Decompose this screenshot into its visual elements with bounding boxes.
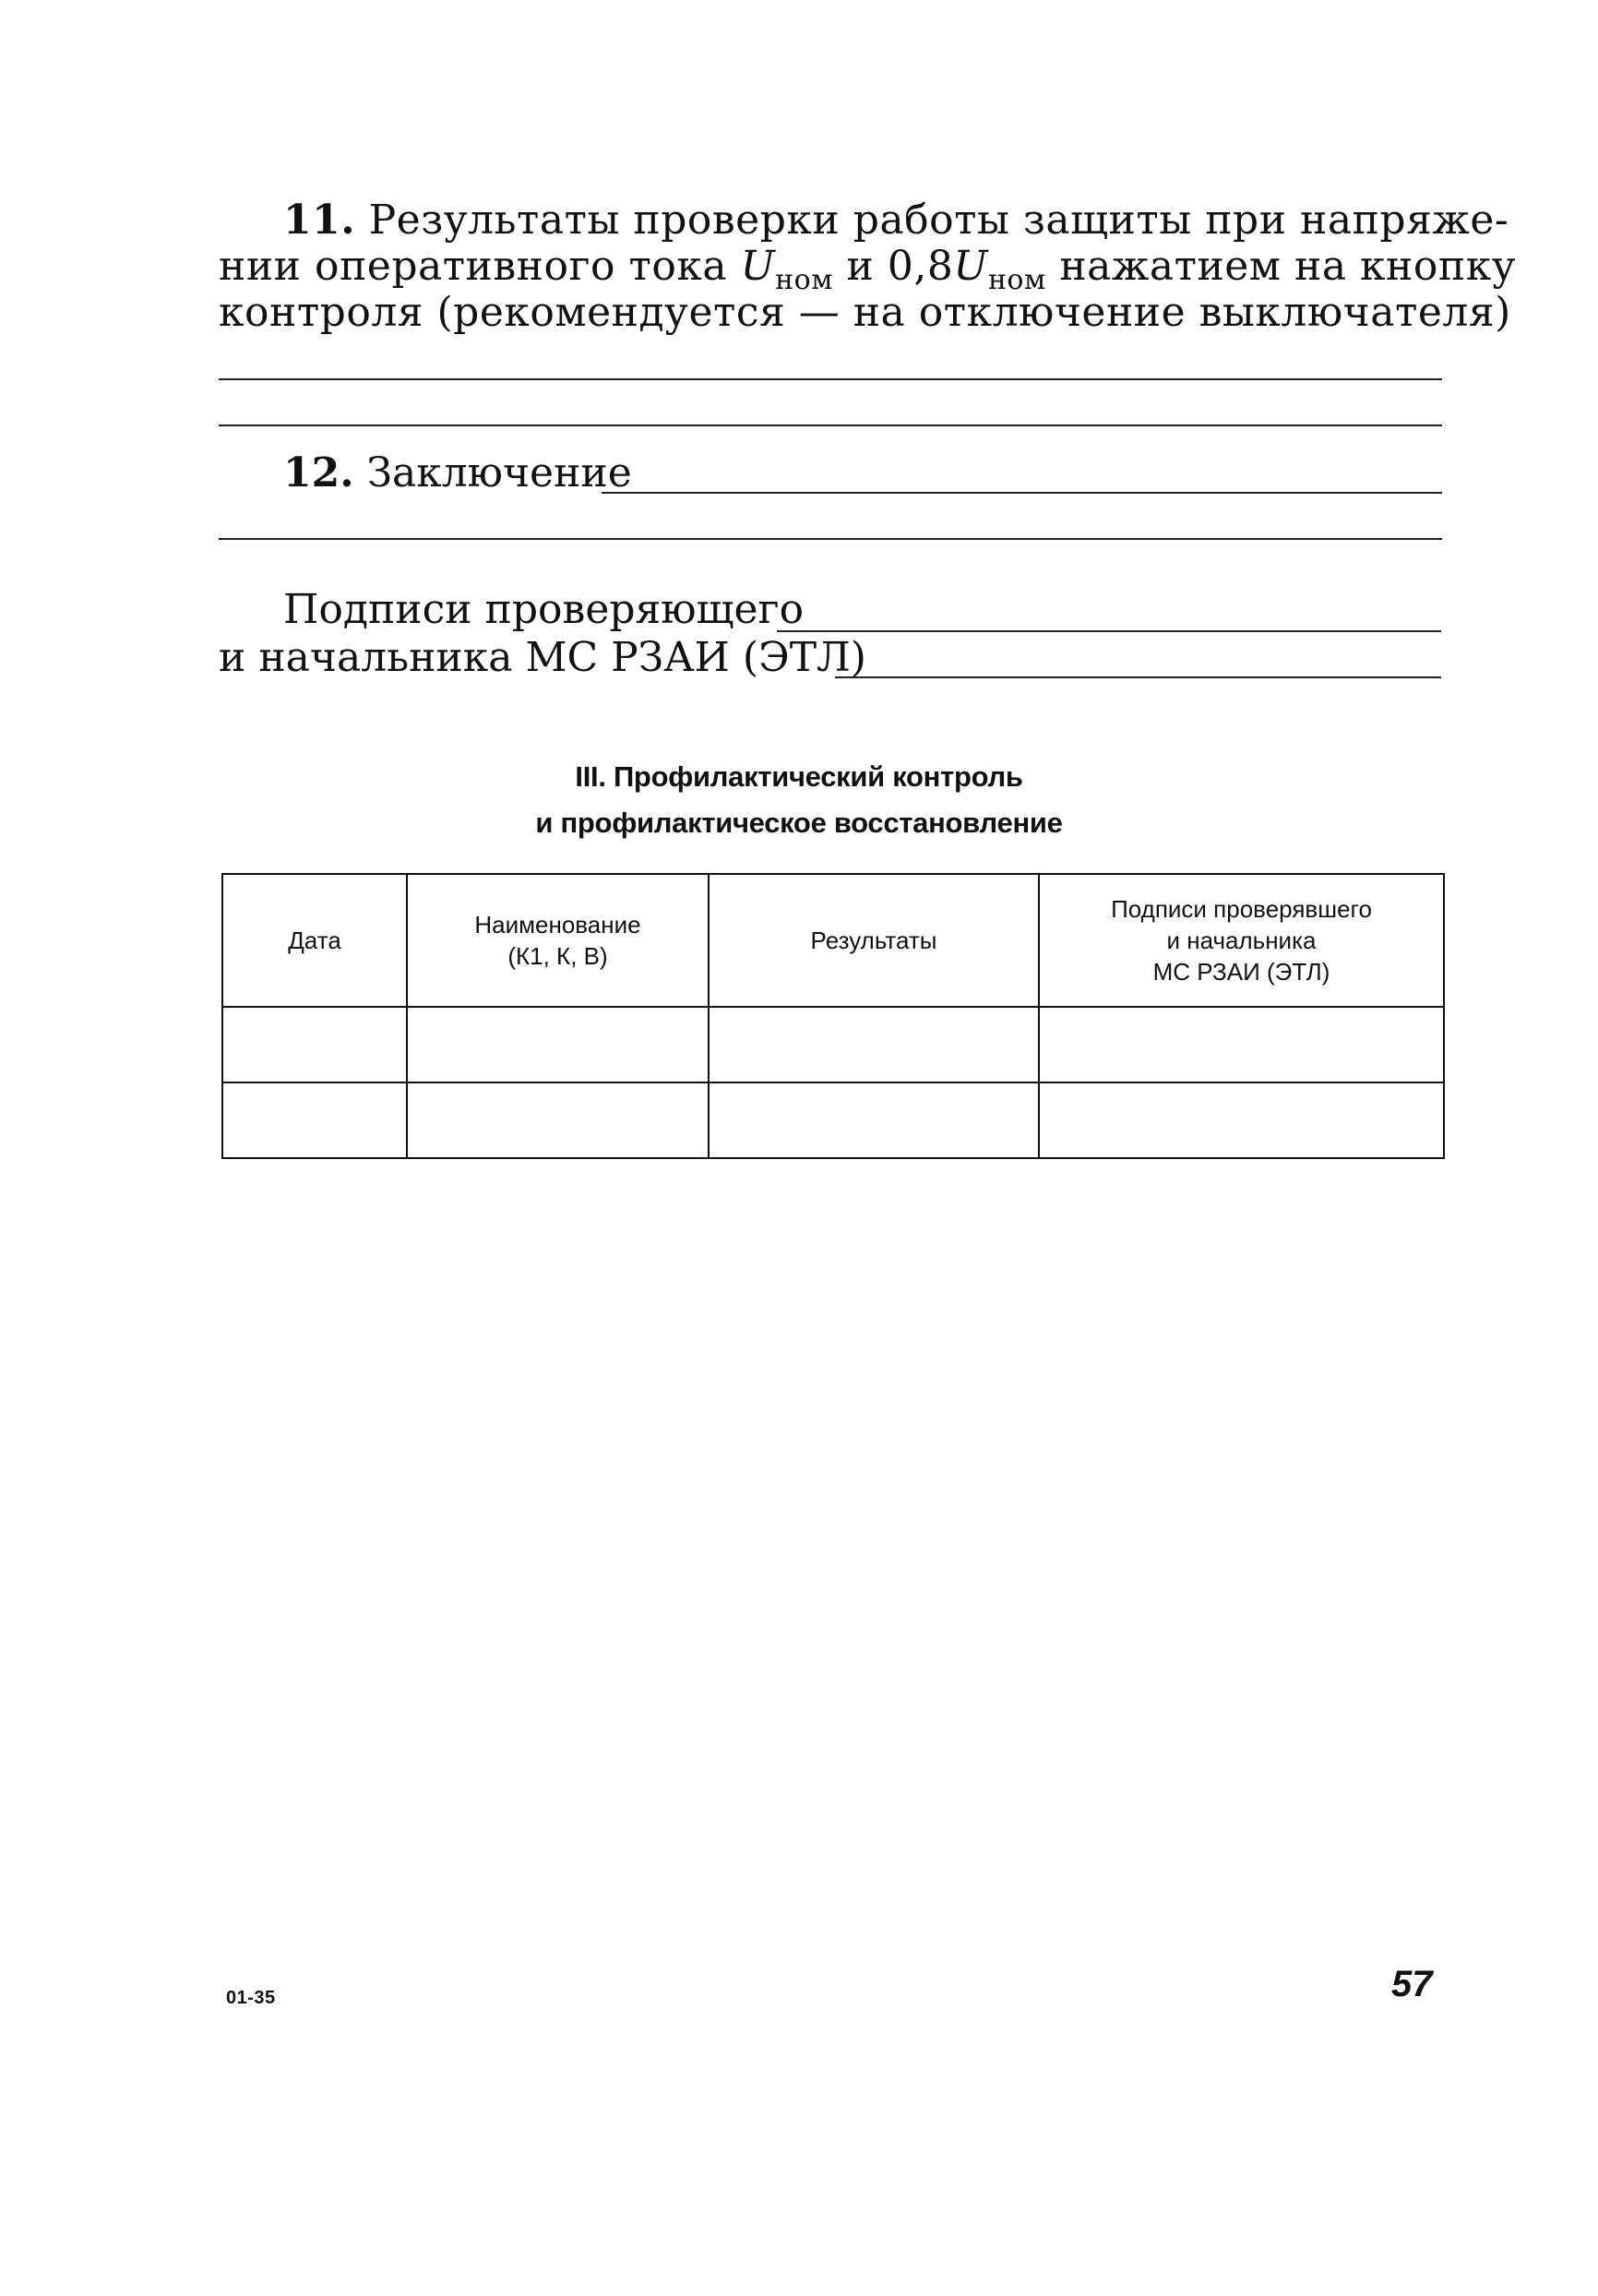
- footer-code: 01-35: [226, 1988, 276, 2008]
- u-nominal-subscript: ном: [775, 264, 834, 296]
- page-number: 57: [1391, 1964, 1433, 2004]
- item-12-number: 12.: [283, 449, 354, 496]
- table-header-row: [222, 874, 1444, 1007]
- item-11-line-1: [219, 197, 1509, 244]
- table-cell: [222, 1007, 407, 1082]
- table-cell: [407, 1007, 709, 1082]
- signature-chief-label: и начальника МС РЗАИ (ЭТЛ): [219, 634, 866, 681]
- item-11-line-3: контроля (рекомендуется — на отключение выключателя): [219, 289, 1511, 336]
- u-nominal-symbol-2: U: [953, 243, 988, 290]
- signature-chief-line: [835, 676, 1441, 678]
- header-date-text: Дата: [288, 927, 341, 954]
- table-row: [222, 1082, 1444, 1158]
- fill-in-line-12b: [219, 538, 1442, 540]
- header-signatures-line-3: МС РЗАИ (ЭТЛ): [1152, 958, 1330, 986]
- table-cell: [1039, 1007, 1444, 1082]
- table-cell: [407, 1082, 709, 1158]
- table-cell: [709, 1007, 1039, 1082]
- header-signatures-line-1: Подписи проверявшего: [1111, 895, 1372, 923]
- header-signatures: [1039, 874, 1444, 1007]
- item-12-label: Заключение: [366, 449, 632, 496]
- table-cell: [709, 1082, 1039, 1158]
- item-11-number: 11.: [283, 197, 356, 244]
- fill-in-line-11a: [219, 378, 1442, 380]
- table-cell: [1039, 1082, 1444, 1158]
- header-date: [222, 874, 407, 1007]
- header-name-line-2: (К1, К, В): [507, 942, 608, 970]
- header-name: [407, 874, 709, 1007]
- header-results-text: Результаты: [810, 927, 937, 954]
- item-11-line-2-text-b: и 0,8: [833, 243, 954, 290]
- signature-inspector-line: [777, 630, 1441, 632]
- item-11-line-2: [219, 243, 1517, 296]
- fill-in-line-12a: [602, 492, 1442, 494]
- header-name-line-1: Наименование: [474, 911, 641, 939]
- header-results: [709, 874, 1039, 1007]
- header-signatures-line-2: и начальника: [1166, 927, 1317, 954]
- item-11-paragraph: [219, 197, 1517, 336]
- item-12-heading: [283, 450, 632, 496]
- maintenance-table: [221, 873, 1445, 1159]
- fill-in-line-11b: [219, 425, 1442, 426]
- item-11-line-2-text-c: нажатием на кнопку: [1045, 243, 1517, 290]
- u-nominal-subscript-2: ном: [987, 264, 1046, 296]
- table-cell: [222, 1082, 407, 1158]
- section-3-title-line-2: и профилактическое восстановление: [535, 807, 1063, 839]
- item-11-line-1-text: Результаты проверки работы защиты при напряже-: [368, 197, 1509, 244]
- section-3-title-line-1: III. Профилактический контроль: [575, 760, 1023, 793]
- signature-inspector-label: Подписи проверяющего: [283, 586, 805, 633]
- u-nominal-symbol: U: [740, 243, 776, 290]
- table-row: [222, 1007, 1444, 1082]
- item-11-line-2-text-a: нии оперативного тока: [219, 243, 741, 290]
